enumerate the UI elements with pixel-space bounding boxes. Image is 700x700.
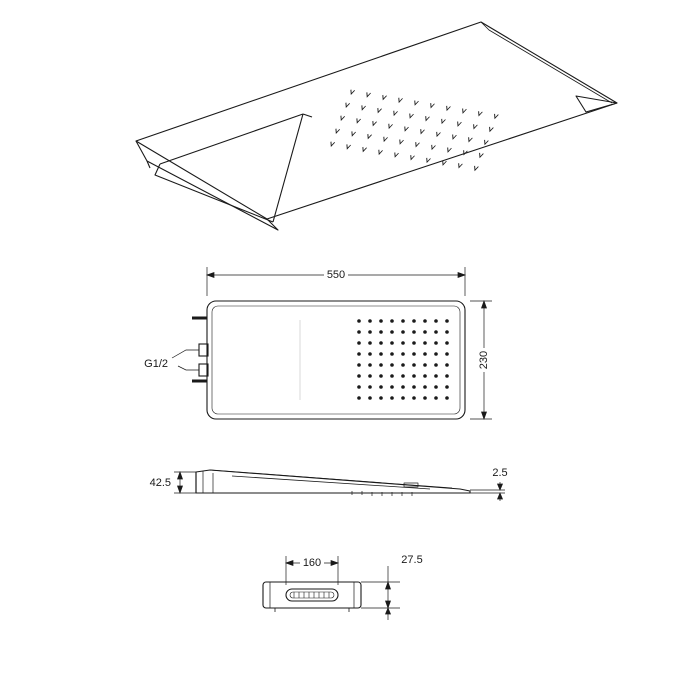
front-view <box>263 582 361 612</box>
dimension-front-offset <box>361 566 400 620</box>
dimension-2-5-label: 2.5 <box>492 466 508 479</box>
callout-g12 <box>172 350 199 370</box>
side-view <box>196 470 470 496</box>
dimension-27-5-label: 27.5 <box>401 553 423 566</box>
dimension-550-label: 550 <box>326 268 346 281</box>
isometric-view <box>136 22 617 230</box>
dimension-side-thickness <box>470 482 505 501</box>
dimension-42-5-label: 42.5 <box>149 476 171 489</box>
isometric-nozzle-array <box>329 90 498 171</box>
callout-g12-label: G1/2 <box>144 357 168 370</box>
top-view <box>192 301 465 419</box>
dimension-160-label: 160 <box>302 556 322 569</box>
top-view-nozzle-grid <box>357 319 449 400</box>
dimension-230-label: 230 <box>477 350 490 370</box>
dimension-side-height <box>174 472 196 493</box>
